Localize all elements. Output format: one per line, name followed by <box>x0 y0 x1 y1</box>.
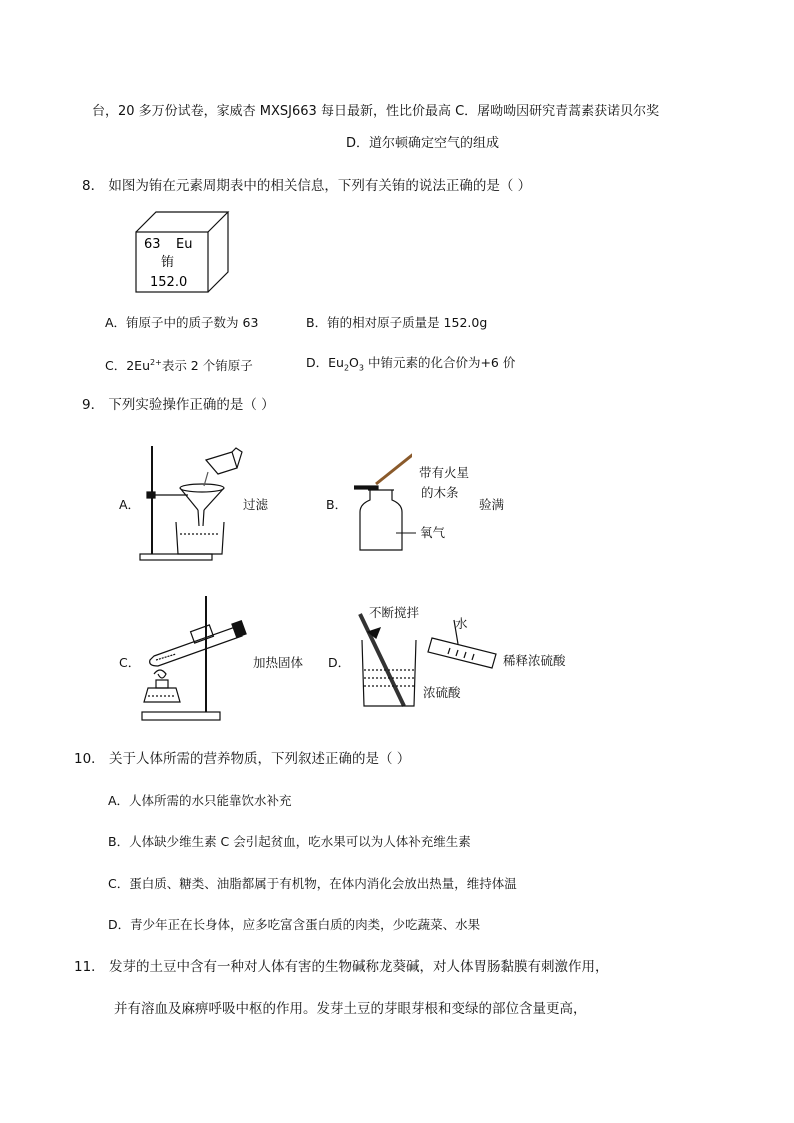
question-8-stem: 8． 如图为铕在元素周期表中的相关信息，下列有关铕的说法正确的是（ ） <box>82 178 532 194</box>
q9-d-caption: 稀释浓硫酸 <box>503 653 566 668</box>
q9-c-letter: C． <box>119 655 141 670</box>
q9-b-letter: B． <box>326 497 348 512</box>
q8-option-c <box>105 354 253 375</box>
q8-option-d-sub1: 2 <box>343 363 350 373</box>
oxygen-test-figure <box>354 448 412 552</box>
q8-option-c-sup: 2+ <box>150 358 162 367</box>
q10-option-c: C．蛋白质、糖类、油脂都属于有机物，在体内消化会放出热量，维持体温 <box>108 876 517 891</box>
q10-option-a: A．人体所需的水只能靠饮水补充 <box>108 793 292 808</box>
element-card-top <box>136 212 228 232</box>
atomic-number: 63 <box>144 237 161 252</box>
q8-option-a: A．铕原子中的质子数为 63 <box>105 315 259 330</box>
q8-option-b: B．铕的相对原子质量是 152.0g <box>306 315 488 330</box>
q9-c-caption: 加热固体 <box>253 655 304 670</box>
q8-option-d-sub2: 3 <box>358 363 364 373</box>
q9-b-stick-label-2: 的木条 <box>421 485 459 500</box>
element-symbol: Eu <box>176 237 193 252</box>
q10-option-d: D．青少年正在长身体，应多吃富含蛋白质的肉类，少吃蔬菜、水果 <box>108 917 481 932</box>
q9-d-water-label: 水 <box>455 616 468 631</box>
q9-d-acid-label: 浓硫酸 <box>423 685 461 700</box>
element-name: 铕 <box>161 255 175 270</box>
heating-solid-figure <box>140 592 252 722</box>
header-line-1: 台，20 多万份试卷，家威杏 MXSJ663 每日最新，性比价最高 C．屠呦呦因研究青蒿素获诺贝尔奖 <box>92 104 660 119</box>
element-card-side <box>208 212 228 292</box>
q9-b-bottle-label: 氧气 <box>420 525 446 540</box>
header-line-2: D．道尔顿确定空气的组成 <box>346 136 500 151</box>
q8-option-c-pre: C．2Eu <box>105 358 151 374</box>
atomic-mass: 152.0 <box>150 275 188 290</box>
question-10-stem: 10． 关于人体所需的营养物质，下列叙述正确的是（ ） <box>74 751 411 767</box>
q10-option-b: B．人体缺少维生素 C 会引起贫血，吃水果可以为人体补充维生素 <box>108 834 471 849</box>
q9-a-letter: A． <box>119 497 141 512</box>
q9-d-letter: D． <box>328 655 351 670</box>
q9-b-caption: 验满 <box>479 497 505 512</box>
q9-a-caption: 过滤 <box>243 497 269 512</box>
question-11-line-2: 并有溶血及麻痹呼吸中枢的作用。发芽土豆的芽眼芽根和变绿的部位含量更高， <box>114 1001 587 1017</box>
question-9-stem: 9． 下列实验操作正确的是（ ） <box>82 397 275 413</box>
q8-option-d-pre: D．Eu <box>306 355 344 370</box>
q8-option-d <box>306 354 515 378</box>
q8-option-d-mid: O <box>349 355 359 370</box>
q9-d-stir-label: 不断搅拌 <box>369 605 420 620</box>
stand-base <box>140 554 212 560</box>
q8-option-d-post: 中铕元素的化合价为+6 价 <box>363 355 516 370</box>
q9-b-stick-label-1: 带有火星 <box>419 465 470 480</box>
question-11-line-1: 11． 发芽的土豆中含有一种对人体有害的生物碱称龙葵碱，对人体胃肠黏膜有刺激作用， <box>74 959 609 975</box>
element-card-figure <box>134 210 244 295</box>
filtration-figure <box>138 438 248 562</box>
q8-option-c-post: 表示 2 个铕原子 <box>161 358 253 374</box>
